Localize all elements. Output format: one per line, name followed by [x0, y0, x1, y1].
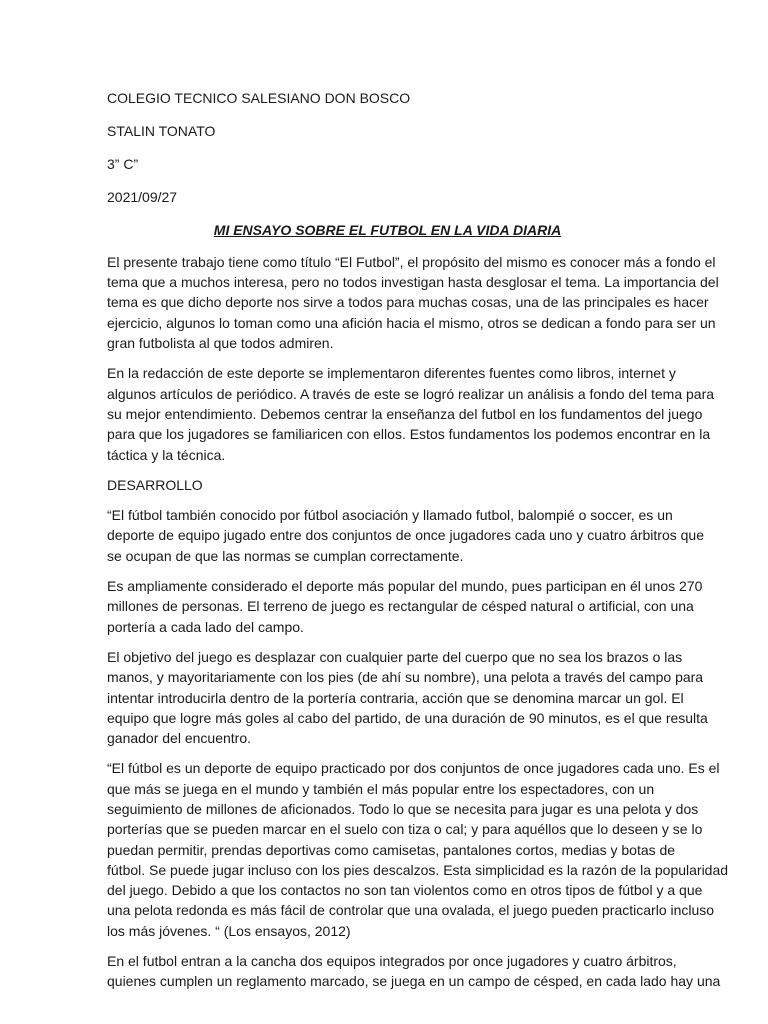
paragraph-intro	[107, 252, 719, 353]
paragraph-line: intentar introducirla dentro de la portería contraria, acción que se denomina marcar un gol. El	[107, 689, 684, 706]
paragraph-line: seguimiento de millones de aficionados. Todo lo que se necesita para jugar es una pelota y dos	[107, 800, 699, 817]
paragraph-line: millones de personas. El terreno de juego es rectangular de césped natural o artificial, con una	[107, 598, 694, 615]
paragraph-line: Es ampliamente considerado el deporte más popular del mundo, pues participan en él unos 270	[107, 578, 703, 595]
paragraph-line: equipo que logre más goles al cabo del partido, de una duración de 90 minutos, es el que resulta	[107, 709, 708, 726]
paragraph-line: quienes cumplen un reglamento marcado, se juega en un campo de césped, en cada lado hay una	[107, 973, 721, 990]
paragraph-quote	[107, 758, 729, 941]
paragraph-line: del juego. Debido a que los contactos no son tan violentos como en otros tipos de fútbol y a que	[107, 882, 703, 899]
paragraph-line: deporte de equipo jugado entre dos conjuntos de once jugadores cada uno y cuatro árbitros que	[107, 527, 704, 544]
paragraph-line: gran futbolista al que todos admiren.	[107, 335, 334, 352]
paragraph-line: tema es que dicho deporte nos sirve a todos para muchas cosas, una de las principales es hacer	[107, 294, 709, 311]
paragraph-line: ganador del encuentro.	[107, 730, 251, 747]
paragraph-line: fútbol. Se puede jugar incluso con los pies descalzos. Esta simplicidad es la razón de la popularidad	[107, 861, 729, 878]
paragraph-line: los más jóvenes. “ (Los ensayos, 2012)	[107, 922, 351, 939]
paragraph-sources	[107, 363, 715, 464]
author-name: STALIN TONATO	[107, 122, 216, 139]
paragraph-line: ejercicio, algunos lo toman como una afición hacia el mismo, otros se dedican a fondo para ser un	[107, 314, 716, 331]
document-date: 2021/09/27	[107, 188, 178, 205]
paragraph-rules	[107, 951, 721, 992]
paragraph-line: porterías que se pueden marcar en el suelo con tiza o cal; y para aquéllos que lo deseen y se lo	[107, 821, 703, 838]
paragraph-line: En la redacción de este deporte se implementaron diferentes fuentes como libros, internet y	[107, 365, 676, 382]
paragraph-line: que más se juega en el mundo y también el más popular entre los espectadores, con un	[107, 780, 655, 797]
paragraph-popularity	[107, 576, 703, 637]
paragraph-line: “El fútbol también conocido por fútbol asociación y llamado futbol, balompié o soccer, es un	[107, 507, 673, 524]
paragraph-line: “El fútbol es un deporte de equipo practicado por dos conjuntos de once jugadores cada uno. Es el	[107, 760, 720, 777]
paragraph-line: portería a cada lado del campo.	[107, 618, 304, 635]
essay-title: MI ENSAYO SOBRE EL FUTBOL EN LA VIDA DIARIA	[213, 221, 562, 238]
paragraph-line: puedan permitir, prendas deportivas como camisetas, pantalones cortos, medias y botas de	[107, 841, 676, 858]
paragraph-line: El objetivo del juego es desplazar con cualquier parte del cuerpo que no sea los brazos o las	[107, 648, 683, 665]
paragraph-line: una pelota redonda es más fácil de controlar que una ovalada, el juego pueden practicarlo incluso	[107, 902, 715, 919]
course-label: 3” C”	[107, 155, 139, 172]
paragraph-line: En el futbol entran a la cancha dos equipos integrados por once jugadores y cuatro árbitros,	[107, 953, 677, 970]
section-heading-desarrollo: DESARROLLO	[107, 476, 203, 493]
paragraph-objective	[107, 647, 708, 748]
paragraph-line: para que los jugadores se familiaricen con ellos. Estos fundamentos los podemos encontrar en la	[107, 426, 711, 443]
paragraph-line: tema que a muchos interesa, pero no todos investigan hasta desglosar el tema. La importancia del	[107, 274, 719, 291]
paragraph-line: táctica y la técnica.	[107, 446, 226, 463]
school-name: COLEGIO TECNICO SALESIANO DON BOSCO	[107, 90, 411, 106]
paragraph-line: El presente trabajo tiene como título “El Futbol”, el propósito del mismo es conocer más a fondo el	[107, 253, 716, 270]
paragraph-line: algunos artículos de periódico. A través de este se logró realizar un análisis a fondo del tema para	[107, 385, 715, 402]
paragraph-line: se ocupan de que las normas se cumplan correctamente.	[107, 547, 464, 564]
paragraph-line: manos, y mayoritariamente con los pies (de ahí su nombre), una pelota a través del campo para	[107, 669, 704, 686]
paragraph-line: su mejor entendimiento. Debemos centrar la enseñanza del futbol en los fundamentos del juego	[107, 405, 703, 422]
paragraph-definition	[107, 505, 704, 566]
